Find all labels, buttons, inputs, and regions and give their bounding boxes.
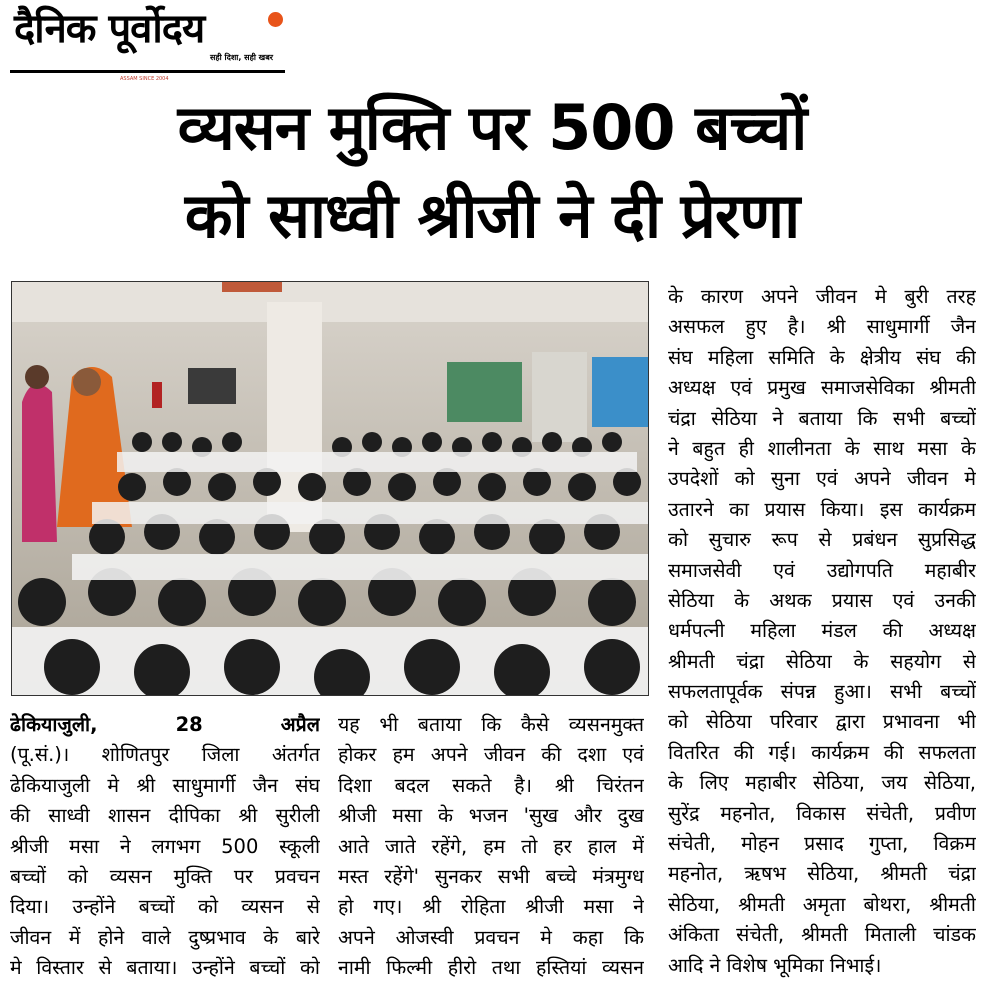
column-3-line: अध्यक्ष एवं प्रमुख समाजसेविका श्रीमती (668, 376, 976, 400)
photo-icon (12, 282, 648, 695)
column-2-line: यह भी बताया कि कैसे व्यसनमुक्त (338, 713, 644, 736)
article-column-2 (338, 710, 644, 984)
column-3-line: को सुचारु रूप से प्रबंधन सुप्रसिद्ध (668, 528, 976, 552)
column-1-line: मे विस्तार से बताया। उन्होंने बच्चों को (10, 956, 320, 980)
column-1-line: ढेकियाजुली मे श्री साधुमार्गी जैन संघ (10, 773, 320, 797)
masthead-subline: ASSAM SINCE 2004 (120, 76, 169, 82)
masthead (10, 6, 290, 82)
column-2-line: होकर हम अपने जीवन की दशा एवं (338, 743, 644, 767)
column-3-line: सुरेंद्र महनोत, विकास संचेती, प्रवीण (668, 801, 976, 825)
column-2-line: मस्त रहेंगे' सुनकर सभी बच्चे मंत्रमुग्ध (338, 864, 644, 888)
newspaper-tagline: सही दिशा, सही खबर (210, 53, 274, 62)
headline-line-1: व्यसन मुक्ति पर 500 बच्चों (177, 91, 807, 164)
column-2-line: दिशा बदल सकते है। श्री चिरंतन (338, 773, 644, 797)
column-2-line: नामी फिल्मी हीरो तथा हस्तियां व्यसन (338, 956, 644, 980)
column-1-line: (पू.सं.)। शोणितपुर जिला अंतर्गत (10, 743, 320, 767)
column-3-line: के कारण अपने जीवन मे बुरी तरह (668, 285, 976, 308)
column-1-line: ढेकियाजुली, 28 अप्रैल (10, 713, 320, 736)
article-column-3 (668, 282, 976, 981)
column-3-line: असफल हुए है। श्री साधुमार्गी जैन (668, 315, 976, 339)
newspaper-title: दैनिक पूर्वोदय (14, 6, 205, 52)
column-3-line: उपदेशों को सुना एवं अपने जीवन मे (668, 467, 976, 491)
column-3-line: सेठिया, श्रीमती अमृता बोथरा, श्रीमती (668, 892, 976, 916)
column-3-line: को सेठिया परिवार द्वारा प्रभावना भी (668, 710, 976, 734)
column-3-line: सफलतापूर्वक संपन्न हुआ। सभी बच्चों (668, 680, 976, 704)
column-3-line: महनोत, ऋषभ सेठिया, श्रीमती चंद्रा (668, 862, 976, 886)
article-photo (11, 281, 649, 696)
column-1-line: श्रीजी मसा ने लगभग 500 स्कूली (10, 834, 320, 858)
column-3-line: सेठिया के अथक प्रयास एवं उनकी (668, 588, 976, 612)
column-1-line: की साध्वी शासन दीपिका श्री सुरीली (10, 804, 320, 828)
column-3-line: संचेती, मोहन प्रसाद गुप्ता, विक्रम (668, 832, 976, 856)
column-3-line: धर्मपत्नी महिला मंडल की अध्यक्ष (668, 619, 976, 643)
column-2-line: हो गए। श्री रोहिता श्रीजी मसा ने (338, 895, 644, 919)
column-3-line: उतारने का प्रयास किया। इस कार्यक्रम (668, 497, 976, 521)
article-headline (0, 84, 984, 260)
logo-dot-icon (268, 12, 283, 27)
column-3-line: के लिए महाबीर सेठिया, जय सेठिया, (668, 771, 976, 795)
column-1-line: बच्चों को व्यसन मुक्ति पर प्रवचन (10, 864, 320, 888)
column-2-line: आते जाते रहेंगे, हम तो हर हाल में (338, 834, 644, 858)
masthead-rule (10, 70, 285, 73)
column-3-line: वितरित की गई। कार्यक्रम की सफलता (668, 740, 976, 764)
column-3-line: श्रीमती चंद्रा सेठिया के सहयोग से (668, 649, 976, 673)
column-3-line: अंकिता संचेती, श्रीमती मिताली चांडक (668, 923, 976, 947)
column-3-line: संघ महिला समिति के क्षेत्रीय संघ की (668, 345, 976, 369)
column-3-line: समाजसेवी एवं उद्योगपति महाबीर (668, 558, 976, 582)
column-1-line: जीवन में होने वाले दुष्प्रभाव के बारे (10, 925, 320, 949)
column-3-line: ने बहुत ही शालीनता के साथ मसा के (668, 436, 976, 460)
column-2-line: अपने ओजस्वी प्रवचन मे कहा कि (338, 925, 644, 949)
headline-line-2: को साध्वी श्रीजी ने दी प्रेरणा (184, 179, 800, 252)
column-3-line: आदि ने विशेष भूमिका निभाई। (668, 953, 882, 977)
column-3-line: चंद्रा सेठिया ने बताया कि सभी बच्चों (668, 406, 976, 430)
article-column-1 (10, 710, 320, 984)
column-2-line: श्रीजी मसा के भजन 'सुख और दुख (338, 804, 644, 828)
column-1-line: दिया। उन्होंने बच्चों को व्यसन से (10, 895, 320, 919)
